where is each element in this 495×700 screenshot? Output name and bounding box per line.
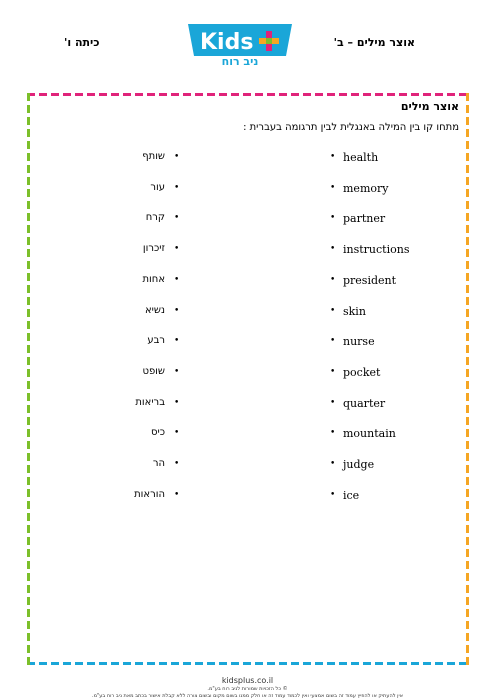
frame-top-border (27, 93, 469, 96)
worksheet-instruction: מתחו קו בין המילה באנגלית לבין תרגומה בעברית : (243, 122, 459, 133)
english-word: mountain (343, 427, 396, 441)
english-bullet: • (330, 397, 336, 408)
english-bullet: • (330, 274, 336, 285)
footer-disclaimer: אין להעתיק או להפיץ עמוד זה בשום אמצעי ואין לכמוד עמוד זה או חלק ממנו בשום מקום ובשום צורה ללא קבלת אישור בכתב מאת ניב רוח בע"מ. (92, 693, 403, 699)
kids-logo (186, 24, 294, 66)
hebrew-word: הוראות (134, 488, 165, 500)
english-word: nurse (343, 335, 375, 349)
english-word: judge (343, 458, 375, 471)
frame-right-border (466, 93, 469, 665)
hebrew-bullet: • (174, 489, 180, 500)
hebrew-word: שותף (142, 151, 165, 162)
hebrew-word: זיכרון (142, 243, 165, 255)
hebrew-bullet: • (174, 336, 180, 347)
hebrew-word: הר (152, 458, 165, 469)
english-bullet: • (330, 182, 336, 193)
hebrew-bullet: • (174, 305, 180, 316)
english-bullet: • (330, 305, 336, 316)
hebrew-bullet: • (174, 152, 180, 162)
english-word: partner (343, 212, 386, 226)
english-bullet: • (330, 428, 336, 439)
hebrew-word: נשיא (144, 304, 165, 316)
footer-copyright: © כל הזכויות שמורות לניב רוח בע"מ. (207, 686, 288, 692)
english-word: memory (343, 181, 389, 195)
logo-text: Kids (200, 30, 254, 55)
english-word: pocket (343, 365, 381, 379)
english-word: ice (343, 488, 360, 502)
frame-bottom-border (27, 662, 469, 665)
class-label: כיתה ו' (64, 36, 100, 49)
hebrew-bullet: • (174, 428, 180, 439)
hebrew-bullet: • (174, 366, 180, 377)
hebrew-word: בריאות (135, 396, 165, 408)
hebrew-word: רבע (147, 335, 165, 347)
english-word: president (343, 273, 397, 287)
english-word: health (343, 151, 379, 164)
english-word: skin (343, 304, 366, 318)
hebrew-bullet: • (174, 244, 180, 255)
english-word: instructions (343, 243, 410, 257)
english-bullet: • (330, 336, 336, 347)
frame-left-border (27, 93, 30, 665)
hebrew-word: קרח (145, 212, 165, 224)
english-word: quarter (343, 396, 386, 410)
hebrew-word: עור (150, 181, 165, 193)
page-title: אוצר מילים – ב' (333, 36, 415, 49)
footer-site: kidsplus.co.il (221, 676, 274, 685)
english-bullet: • (330, 489, 336, 500)
hebrew-word: שופט (142, 365, 165, 377)
english-bullet: • (330, 244, 336, 255)
english-bullet: • (330, 459, 336, 469)
english-bullet: • (330, 152, 336, 162)
hebrew-bullet: • (174, 459, 180, 469)
hebrew-bullet: • (174, 274, 180, 285)
worksheet-title: אוצר מילים (400, 100, 459, 113)
worksheet-frame (27, 93, 469, 665)
hebrew-bullet: • (174, 213, 180, 224)
english-bullet: • (330, 213, 336, 224)
hebrew-word: כיס (150, 427, 165, 439)
hebrew-bullet: • (174, 397, 180, 408)
english-bullet: • (330, 366, 336, 377)
hebrew-word: אחות (142, 273, 165, 285)
hebrew-bullet: • (174, 182, 180, 193)
logo-subtitle: ניב רוח (221, 55, 259, 66)
